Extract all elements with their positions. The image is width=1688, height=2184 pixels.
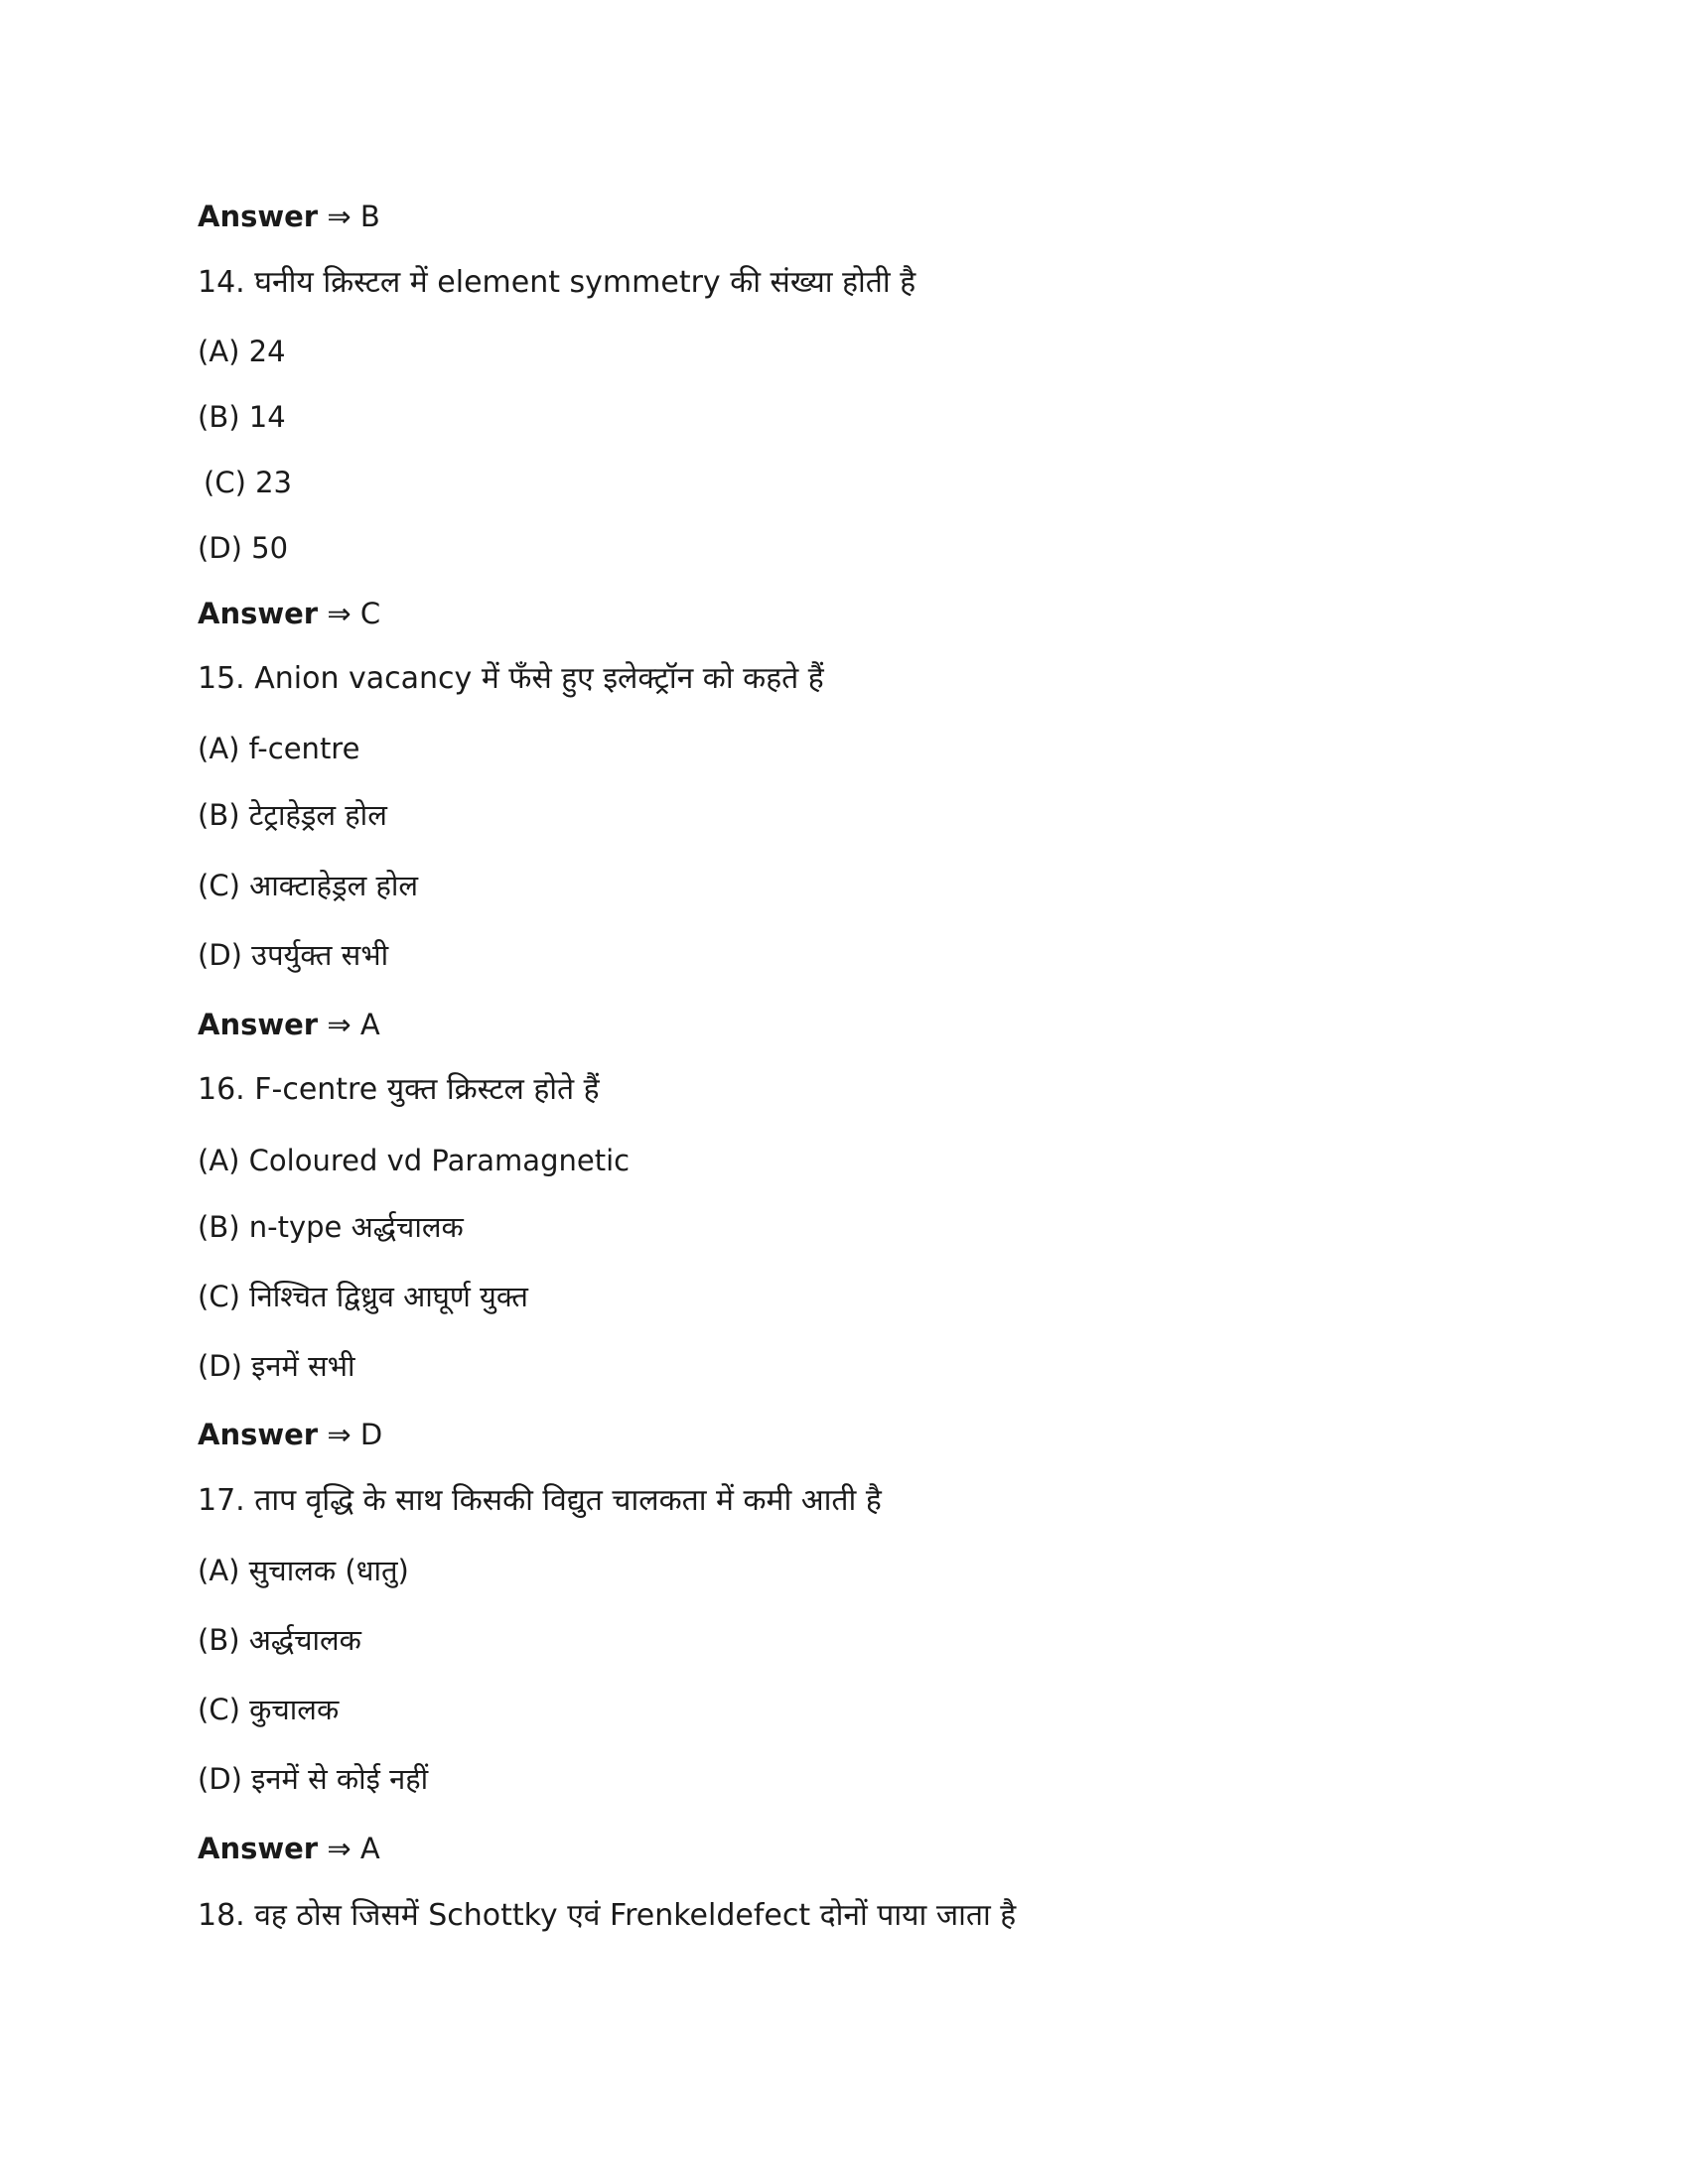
answer-label: Answer xyxy=(198,1008,319,1041)
option-c: (C) आक्टाहेड्रल होल xyxy=(198,869,419,902)
answer-line xyxy=(198,1829,380,1868)
option-a: (A) f-centre xyxy=(198,732,360,765)
answer-value: C xyxy=(359,597,381,630)
option-c: (C) 23 xyxy=(204,466,292,499)
question-18: 18. वह ठोस जिसमें Schottky एवं Frenkeldefect दोनों पाया जाता है xyxy=(198,1898,1017,1933)
answer-value: A xyxy=(359,1008,380,1041)
option-b: (B) टेट्राहेड्रल होल xyxy=(198,798,387,832)
option-a: (A) सुचालक (धातु) xyxy=(198,1554,409,1587)
implies-arrow: ⇒ xyxy=(327,1008,352,1041)
option-b: (B) 14 xyxy=(198,400,286,434)
answer-label: Answer xyxy=(198,1418,319,1451)
question-16: 16. F-centre युक्त क्रिस्टल होते हैं xyxy=(198,1072,600,1107)
option-a: (A) Coloured vd Paramagnetic xyxy=(198,1144,631,1177)
question-15: 15. Anion vacancy में फँसे हुए इलेक्ट्रॉन को कहते हैं xyxy=(198,661,824,696)
question-14: 14. घनीय क्रिस्टल में element symmetry की संख्या होती है xyxy=(198,265,916,300)
option-b: (B) n-type अर्द्धचालक xyxy=(198,1210,464,1244)
option-d: (D) 50 xyxy=(198,531,289,565)
answer-value: D xyxy=(359,1418,383,1451)
answer-label: Answer xyxy=(198,200,319,233)
option-c: (C) निश्चित द्विध्रुव आघूर्ण युक्त xyxy=(198,1280,528,1313)
answer-line xyxy=(198,1005,380,1044)
implies-arrow: ⇒ xyxy=(327,597,352,630)
answer-label: Answer xyxy=(198,1832,319,1865)
option-b: (B) अर्द्धचालक xyxy=(198,1623,361,1657)
option-a: (A) 24 xyxy=(198,335,286,368)
question-17: 17. ताप वृद्धि के साथ किसकी विद्युत चालकता में कमी आती है xyxy=(198,1483,882,1518)
answer-line xyxy=(198,1415,382,1454)
option-d: (D) इनमें सभी xyxy=(198,1349,355,1383)
answer-value: A xyxy=(359,1832,380,1865)
answer-line xyxy=(198,197,380,236)
option-d: (D) उपर्युक्त सभी xyxy=(198,938,389,972)
answer-label: Answer xyxy=(198,597,319,630)
implies-arrow: ⇒ xyxy=(327,1832,352,1865)
answer-line xyxy=(198,594,380,633)
option-d: (D) इनमें से कोई नहीं xyxy=(198,1762,429,1796)
option-c: (C) कुचालक xyxy=(198,1693,340,1726)
answer-value: B xyxy=(359,200,380,233)
implies-arrow: ⇒ xyxy=(327,200,352,233)
implies-arrow: ⇒ xyxy=(327,1418,352,1451)
